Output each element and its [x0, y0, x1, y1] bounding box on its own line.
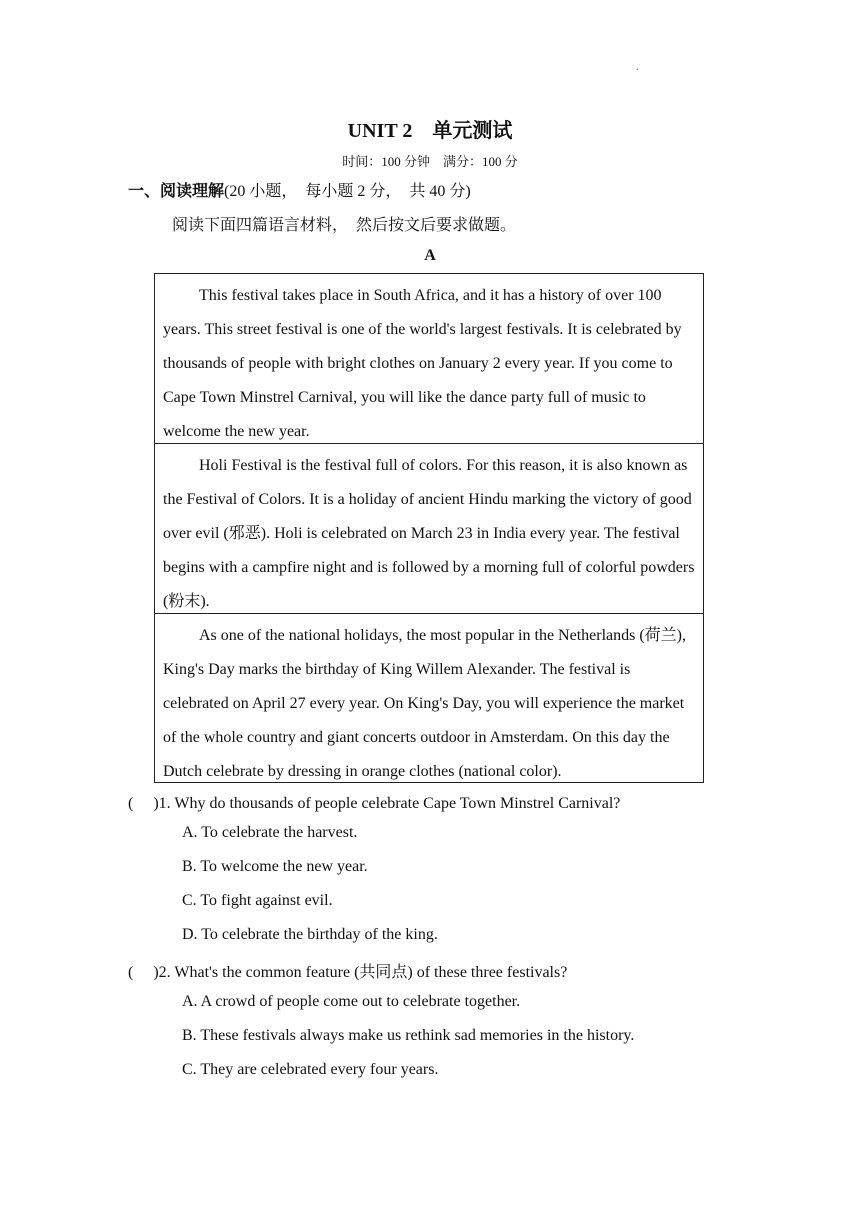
question-1-option-d: D. To celebrate the birthday of the king.: [182, 926, 438, 943]
page-mark: .: [636, 62, 639, 73]
passage-table: [154, 273, 704, 783]
section-title: 一、阅读理解: [128, 183, 225, 200]
section-instruction: 阅读下面四篇语言材料， 然后按文后要求做题。: [172, 217, 517, 234]
question-2: ( )2. What's the common feature (共同点) of these three festivals?: [128, 964, 568, 981]
section-heading: [128, 178, 471, 201]
question-1-option-b: B. To welcome the new year.: [182, 858, 368, 875]
question-2-option-a: A. A crowd of people come out to celebrate together.: [182, 993, 521, 1010]
question-1-option-c: C. To fight against evil.: [182, 892, 333, 909]
question-1: ( )1. Why do thousands of people celebrate Cape Town Minstrel Carnival?: [128, 795, 621, 812]
exam-info: 时间：100 分钟 满分：100 分: [342, 154, 518, 169]
passage-label: A: [424, 247, 436, 264]
question-2-option-c: C. They are celebrated every four years.: [182, 1061, 439, 1078]
question-2-option-b: B. These festivals always make us rethink sad memories in the history.: [182, 1027, 635, 1044]
passage-cell-cape-town: This festival takes place in South Africa, and it has a history of over 100 years. This street festival is one of the world's largest festivals. It is celebrated by thousands of people with bright clothes on January 2 every year. If you come to Cape Town Minstrel Carnival, you will like the dance party full of music to welcome the new year.: [163, 287, 682, 440]
section-detail: (20 小题， 每小题 2 分， 共 40 分): [224, 183, 471, 200]
passage-cell-kings-day: As one of the national holidays, the most popular in the Netherlands (荷兰), King's Day marks the birthday of King Willem Alexander. The festival is celebrated on April 27 every year. On King's Day, you will experience the market of the whole country and giant concerts outdoor in Amsterdam. On this day the Dutch celebrate by dressing in orange clothes (national color).: [155, 613, 703, 782]
page-title: UNIT 2 单元测试: [347, 120, 513, 142]
question-1-option-a: A. To celebrate the harvest.: [182, 824, 358, 841]
passage-cell-holi: Holi Festival is the festival full of colors. For this reason, it is also known as the Festival of Colors. It is a holiday of ancient Hindu marking the victory of good over evil (邪恶). Holi is celebrated on March 23 in India every year. The festival begins with a campfire night and is followed by a morning full of colorful powders (粉末).: [155, 443, 703, 613]
